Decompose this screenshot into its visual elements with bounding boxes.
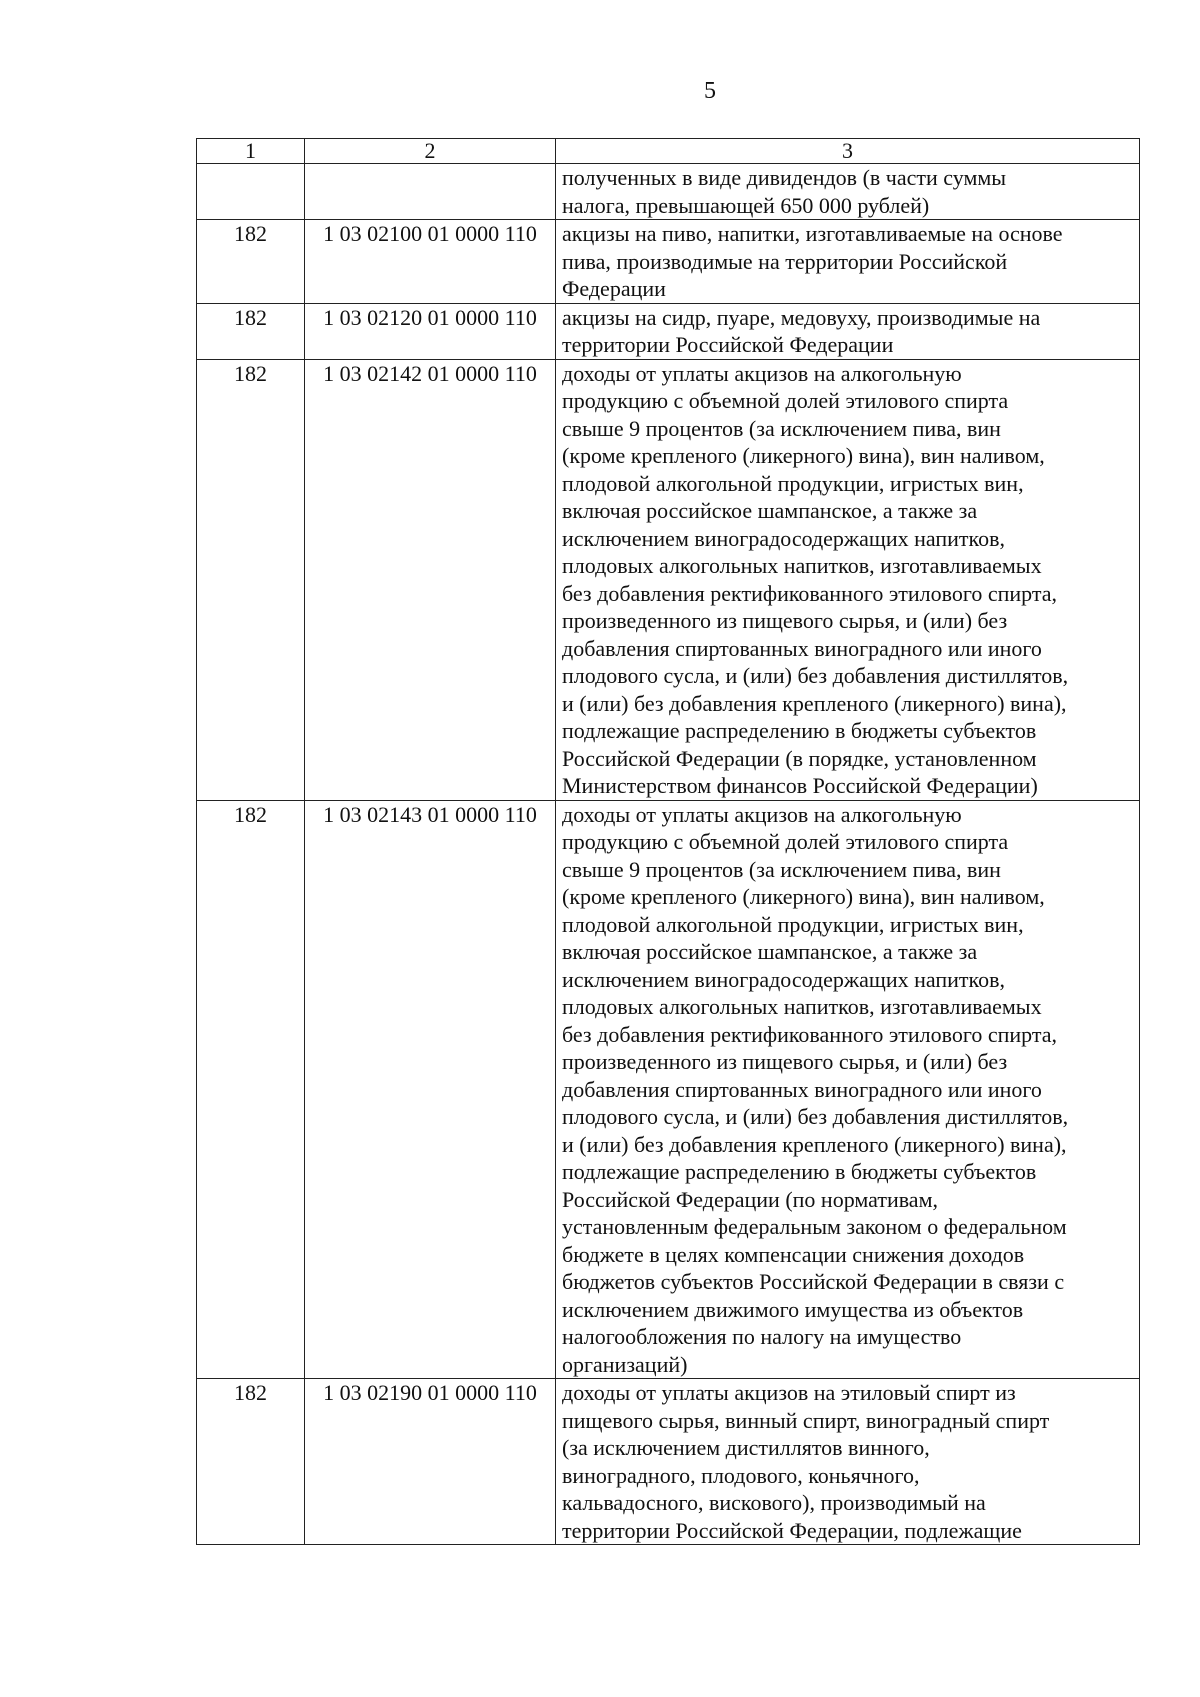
revenue-description-cell: доходы от уплаты акцизов на алкогольную продукцию с объемной долей этилового спирта свыше 9 процентов (за исключением пива, вин (кроме крепленого (ликерного) вина), вин наливом, плодовой алкогольной продукции, игристых вин, включая российское шампанское, а также за исключением виноградосодержащих напитков, плодовых алкогольных напитков, изготавливаемых без добавления ректификованного этилового спирта, произведенного из пищевого сырья, и (или) без добавления спиртованных виноградного или иного плодового сусла, и (или) без добавления дистиллятов, и (или) без добавления крепленого (ликерного) вина), подлежащие распределению в бюджеты субъектов Российской Федерации (в порядке, установленном Министерством финансов Российской Федерации) <box>556 359 1140 800</box>
revenue-code-cell: 1 03 02190 01 0000 110 <box>305 1379 556 1545</box>
revenue-code-cell <box>305 164 556 220</box>
revenue-code-cell: 1 03 02143 01 0000 110 <box>305 800 556 1379</box>
table-row <box>197 359 1140 800</box>
revenue-description-cell: доходы от уплаты акцизов на алкогольную продукцию с объемной долей этилового спирта свыше 9 процентов (за исключением пива, вин (кроме крепленого (ликерного) вина), вин наливом, плодовой алкогольной продукции, игристых вин, включая российское шампанское, а также за исключением виноградосодержащих напитков, плодовых алкогольных напитков, изготавливаемых без добавления ректификованного этилового спирта, произведенного из пищевого сырья, и (или) без добавления спиртованных виноградного или иного плодового сусла, и (или) без добавления дистиллятов, и (или) без добавления крепленого (ликерного) вина), подлежащие распределению в бюджеты субъектов Российской Федерации (по нормативам, установленным федеральным законом о федеральном бюджете в целях компенсации снижения доходов бюджетов субъектов Российской Федерации в связи с исключением движимого имущества из объектов налогообложения по налогу на имущество организаций) <box>556 800 1140 1379</box>
revenue-code-cell: 1 03 02142 01 0000 110 <box>305 359 556 800</box>
table-row <box>197 220 1140 304</box>
table-row <box>197 303 1140 359</box>
admin-code-cell: 182 <box>197 359 305 800</box>
revenue-description-cell: доходы от уплаты акцизов на этиловый спирт из пищевого сырья, винный спирт, виноградный спирт (за исключением дистиллятов винного, виноградного, плодового, коньячного, кальвадосного, вискового), производимый на территории Российской Федерации, подлежащие <box>556 1379 1140 1545</box>
revenue-code-cell: 1 03 02120 01 0000 110 <box>305 303 556 359</box>
table-row <box>197 1379 1140 1545</box>
admin-code-cell: 182 <box>197 1379 305 1545</box>
table-row <box>197 164 1140 220</box>
revenue-code-cell: 1 03 02100 01 0000 110 <box>305 220 556 304</box>
table-header-row <box>197 139 1140 164</box>
revenue-codes-table <box>196 138 1140 1545</box>
revenue-description-cell: полученных в виде дивидендов (в части суммы налога, превышающей 650 000 рублей) <box>556 164 1140 220</box>
revenue-description-cell: акцизы на сидр, пуаре, медовуху, производимые на территории Российской Федерации <box>556 303 1140 359</box>
admin-code-cell: 182 <box>197 800 305 1379</box>
page-number: 5 <box>704 78 716 104</box>
table-row <box>197 800 1140 1379</box>
header-col-1: 1 <box>197 139 305 164</box>
admin-code-cell <box>197 164 305 220</box>
revenue-description-cell: акцизы на пиво, напитки, изготавливаемые на основе пива, производимые на территории Российской Федерации <box>556 220 1140 304</box>
header-col-3: 3 <box>556 139 1140 164</box>
admin-code-cell: 182 <box>197 220 305 304</box>
header-col-2: 2 <box>305 139 556 164</box>
admin-code-cell: 182 <box>197 303 305 359</box>
